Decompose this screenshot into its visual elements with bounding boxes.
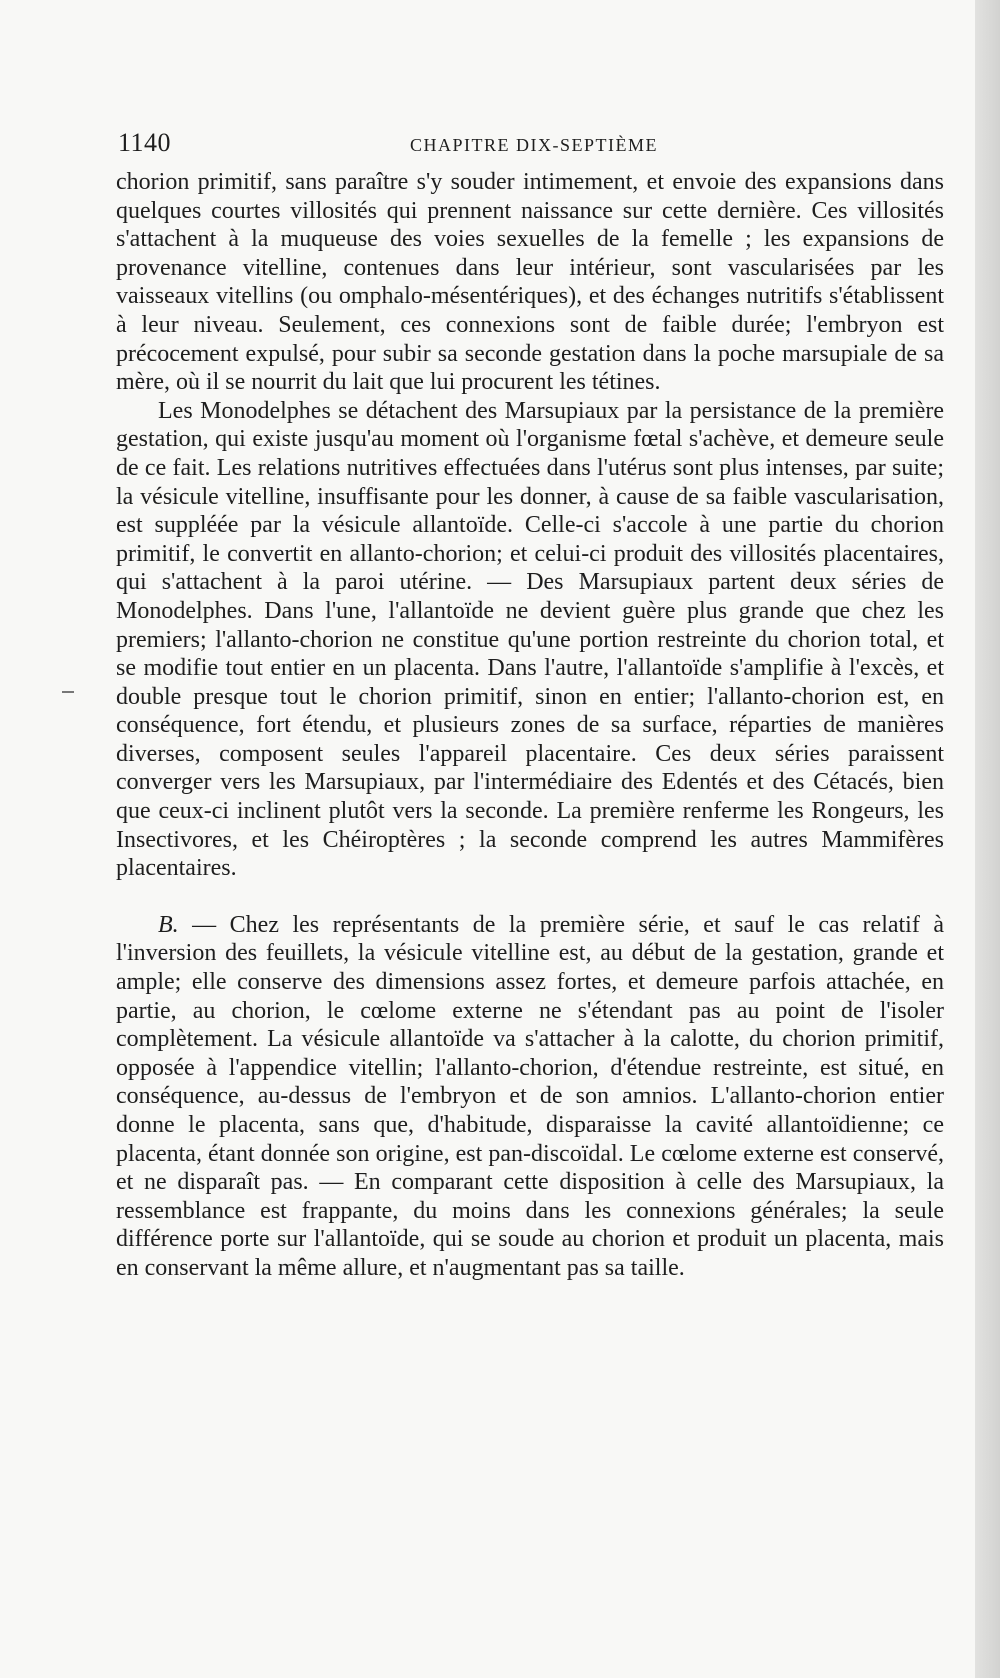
page-edge [975, 0, 1000, 1678]
page-number: 1140 [118, 128, 172, 157]
section-paragraph [116, 911, 944, 1283]
margin-mark [62, 691, 74, 693]
paragraph-text: — Chez les représentants de la première série, et sauf le cas relatif à l'inversion des feuillets, la vésicule vitelline est, au début de la gestation, grande et ample; elle conserve des dimensions assez fortes, et demeure parfois attachée, en partie, au chorion, le cœlome externe ne s'étendant pas au point de l'isoler complètement. La vésicule allantoïde va s'attacher à la calotte, du chorion primitif, opposée à l'appendice vitellin; l'allanto-chorion, d'étendue restreinte, est situé, en conséquence, au-dessus de l'embryon et de son amnios. L'allanto-chorion entier donne le placenta, sans que, d'habitude, disparaisse la cavité allantoïdienne; ce placenta, étant donnée son origine, est pan-discoïdal. Le cœlome externe est conservé, et ne disparaît pas. — En comparant cette disposition à celle des Marsupiaux, la ressemblance est frappante, du moins dans les connexions générales; la seule différence porte sur l'allantoïde, qui se soude au chorion et produit un placenta, mais en conservant la même allure, et n'augmentant pas sa taille. [116, 911, 944, 1281]
paragraph: chorion primitif, sans paraître s'y souder intimement, et envoie des expansions dans quelques courtes villosités qui prennent naissance sur cette dernière. Ces villosités s'attachent à la muqueuse des voies sexuelles de la femelle ; les expansions de provenance vitelline, contenues dans leur intérieur, sont vascularisées par les vaisseaux vitellins (ou omphalo-mésentériques), et des échanges nutritifs s'établissent à leur niveau. Seulement, ces connexions sont de faible durée; l'embryon est précocement expulsé, pour subir sa seconde gestation dans la poche marsupiale de sa mère, où il se nourrit du lait que lui procurent les tétines. [116, 169, 944, 396]
running-head [118, 128, 940, 158]
section-label: B. [158, 911, 179, 938]
body-text [116, 168, 944, 1283]
chapter-title: CHAPITRE DIX-SEPTIÈME [410, 135, 658, 155]
paragraph: Les Monodelphes se détachent des Marsupiaux par la persistance de la première gestation, qui existe jusqu'au moment où l'organisme fœtal s'achève, et demeure seule de ce fait. Les relations nutritives effectuées dans l'utérus sont plus intenses, par suite; la vésicule vitelline, insuffisante pour les donner, à cause de sa faible vascularisation, est suppléée par la vésicule allantoïde. Celle-ci s'accole à une partie du chorion primitif, le convertit en allanto-chorion; et celui-ci produit des villosités placentaires, qui s'attachent à la paroi utérine. — Des Marsupiaux partent deux séries de Monodelphes. Dans l'une, l'allantoïde ne devient guère plus grande que chez les premiers; l'allanto-chorion ne constitue qu'une portion restreinte du chorion total, et se modifie tout entier en un placenta. Dans l'autre, l'allantoïde s'amplifie à l'excès, et double presque tout le chorion primitif, sinon en entier; l'allanto-chorion est, en conséquence, fort étendu, et plusieurs zones de sa surface, réparties de manières diverses, composent seules l'appareil placentaire. Ces deux séries paraissent converger vers les Marsupiaux, par l'intermédiaire des Edentés et des Cétacés, bien que ceux-ci inclinent plutôt vers la seconde. La première renferme les Rongeurs, les Insectivores, et les Chéiroptères ; la seconde comprend les autres Mammifères placentaires. [116, 397, 944, 882]
